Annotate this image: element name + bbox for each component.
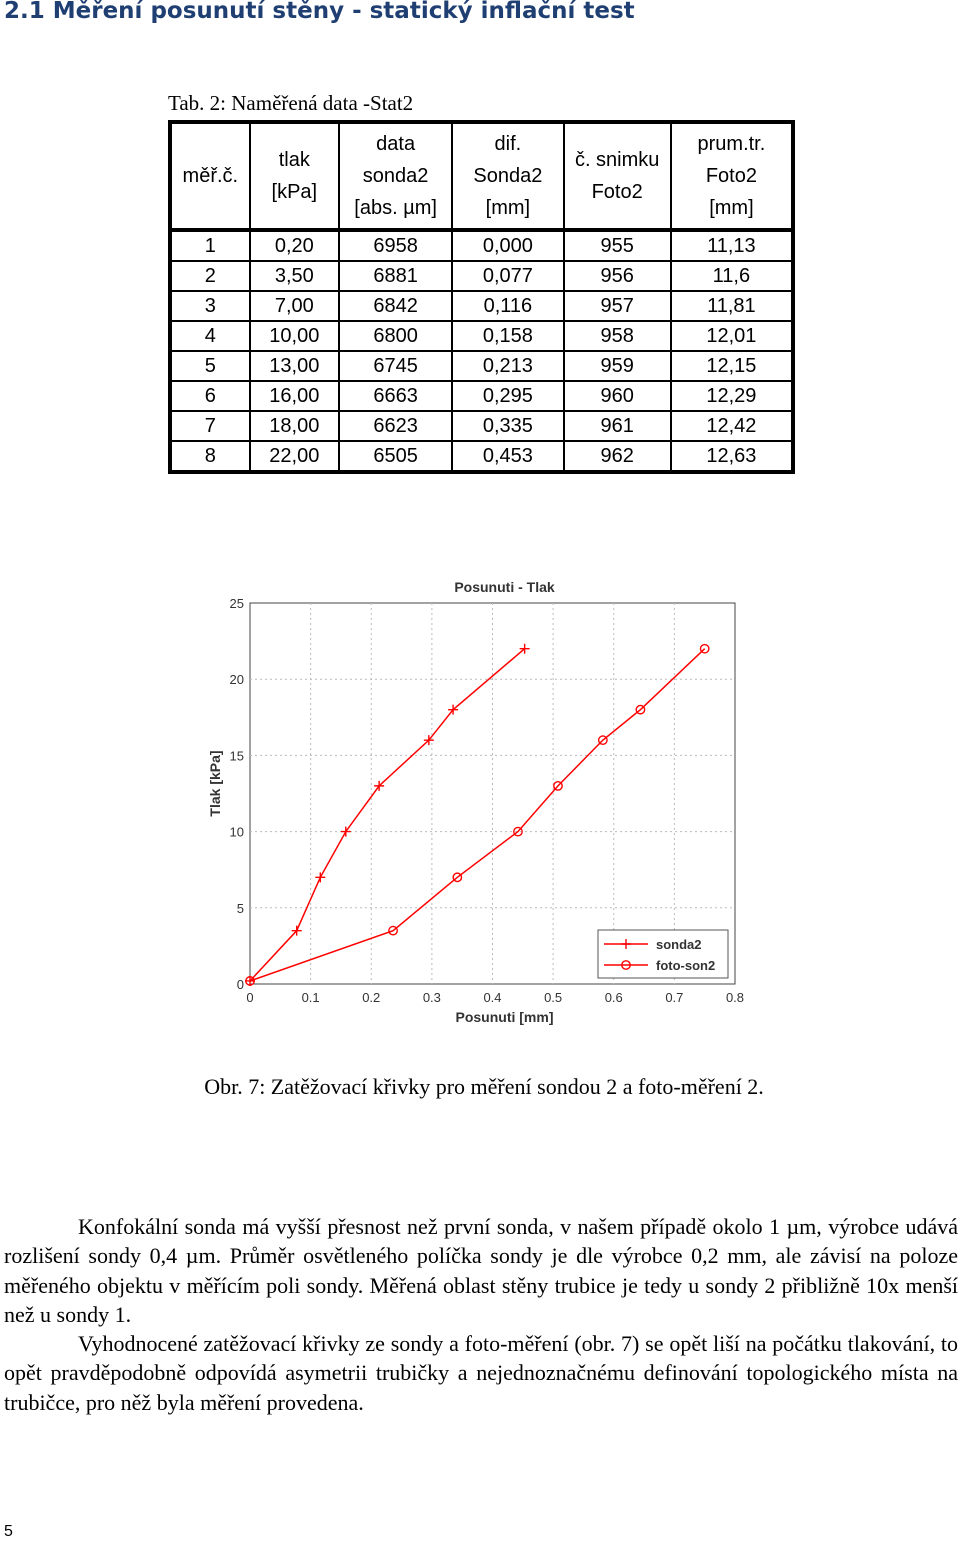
section-heading: 2.1 Měření posunutí stěny - statický inflační test — [4, 0, 635, 24]
chart — [200, 570, 760, 1030]
column-header — [452, 122, 563, 230]
table-cell: 957 — [564, 291, 671, 321]
column-header-line: tlak — [278, 149, 310, 171]
table-cell: 959 — [564, 351, 671, 381]
column-header-line: [mm] — [709, 197, 754, 219]
table-cell: 6623 — [339, 411, 452, 441]
x-tick-label: 0.5 — [544, 990, 563, 1005]
measurement-table — [168, 120, 795, 474]
page-number: 5 — [4, 1523, 13, 1540]
column-header-line: Foto2 — [591, 181, 643, 203]
table-cell: 12,63 — [671, 441, 793, 472]
table-caption: Tab. 2: Naměřená data -Stat2 — [168, 91, 414, 115]
legend-label: foto-son2 — [656, 958, 716, 973]
table-cell: 12,15 — [671, 351, 793, 381]
column-header-line: [kPa] — [271, 181, 318, 203]
table-cell: 961 — [564, 411, 671, 441]
legend-label: sonda2 — [656, 937, 702, 952]
column-header-line: data — [376, 133, 416, 155]
column-header-line: [abs. µm] — [354, 197, 437, 219]
table-cell: 18,00 — [250, 411, 339, 441]
y-tick-label: 10 — [229, 824, 244, 840]
table-cell: 6842 — [339, 291, 452, 321]
table-cell: 22,00 — [250, 441, 339, 472]
column-header — [170, 122, 250, 230]
table-row — [170, 261, 793, 291]
y-tick-label: 20 — [229, 672, 244, 688]
x-axis-label: Posunuti [mm] — [455, 1009, 554, 1025]
table-row — [170, 291, 793, 321]
x-tick-label: 0.1 — [301, 990, 320, 1005]
table-cell: 5 — [170, 351, 250, 381]
table-cell: 960 — [564, 381, 671, 411]
column-header — [250, 122, 339, 230]
y-tick-label: 15 — [229, 748, 244, 764]
table-cell: 10,00 — [250, 321, 339, 351]
paragraph-2 — [4, 1329, 958, 1417]
table-row — [170, 381, 793, 411]
column-header-line: [mm] — [485, 197, 531, 219]
x-tick-label: 0 — [246, 990, 254, 1005]
table-cell: 0,295 — [452, 381, 563, 411]
table-cell: 3,50 — [250, 261, 339, 291]
table-cell: 7 — [170, 411, 250, 441]
column-header-line: č. snimku — [574, 149, 660, 171]
table-cell: 12,42 — [671, 411, 793, 441]
table-cell: 0,158 — [452, 321, 563, 351]
table-cell: 6663 — [339, 381, 452, 411]
paragraph-1 — [4, 1212, 958, 1329]
table-cell: 0,335 — [452, 411, 563, 441]
x-tick-label: 0.8 — [725, 990, 745, 1005]
table-cell: 955 — [564, 230, 671, 261]
y-tick-label: 0 — [236, 977, 244, 992]
table-cell: 6800 — [339, 321, 452, 351]
y-axis-label: Tlak [kPa] — [207, 750, 223, 817]
table-cell: 0,116 — [452, 291, 563, 321]
table-cell: 8 — [170, 441, 250, 472]
table-cell: 11,6 — [671, 261, 793, 291]
x-tick-label: 0.2 — [362, 990, 381, 1005]
table-row — [170, 411, 793, 441]
figure-caption: Obr. 7: Zatěžovací křivky pro měření sondou 2 a foto-měření 2. — [204, 1074, 764, 1099]
x-tick-label: 0.7 — [665, 990, 684, 1005]
paragraph-1-text: Konfokální sonda má vyšší přesnost než první sonda, v našem případě okolo 1 µm, výrobce udává rozlišení sondy 0,4 µm. Průměr osvětleného políčka sondy je dle výrobce 0,2 mm, ale závisí na poloze měřeného objektu v měřícím poli sondy. Měřená oblast stěny trubice je tedy u sondy 2 přibližně 10x menší než u sondy 1. — [4, 1214, 958, 1327]
table-cell: 4 — [170, 321, 250, 351]
column-header-line: měř.č. — [182, 165, 239, 187]
table-row — [170, 351, 793, 381]
column-header-line: prum.tr. — [697, 133, 766, 155]
y-tick-label: 5 — [236, 900, 244, 916]
table-cell: 0,213 — [452, 351, 563, 381]
table-cell: 0,453 — [452, 441, 563, 472]
chart-svg — [200, 570, 760, 1030]
table-cell: 958 — [564, 321, 671, 351]
table-cell: 11,81 — [671, 291, 793, 321]
column-header — [564, 122, 671, 230]
table-cell: 956 — [564, 261, 671, 291]
table-cell: 13,00 — [250, 351, 339, 381]
table-cell: 11,13 — [671, 230, 793, 261]
table-cell: 6881 — [339, 261, 452, 291]
table-cell: 6505 — [339, 441, 452, 472]
table-row — [170, 230, 793, 261]
table-cell: 0,000 — [452, 230, 563, 261]
y-tick-label: 25 — [229, 596, 244, 611]
x-tick-label: 0.3 — [422, 990, 441, 1005]
table-cell: 1 — [170, 230, 250, 261]
table-cell: 6 — [170, 381, 250, 411]
table-cell: 12,29 — [671, 381, 793, 411]
table-cell: 2 — [170, 261, 250, 291]
column-header-line: Foto2 — [705, 165, 757, 187]
table-cell: 12,01 — [671, 321, 793, 351]
table-cell: 0,077 — [452, 261, 563, 291]
table-cell: 6958 — [339, 230, 452, 261]
table-cell: 7,00 — [250, 291, 339, 321]
column-header — [339, 122, 452, 230]
table-row — [170, 441, 793, 472]
paragraph-2-text: Vyhodnocené zatěžovací křivky ze sondy a foto-měření (obr. 7) se opět liší na počátku tlakování, to opět pravděpodobně odpovídá asymetrii trubičky a nejednoznačnému definování topologického místa na trubičce, pro něž byla měření provedena. — [4, 1331, 958, 1415]
chart-title: Posunuti - Tlak — [454, 579, 555, 595]
column-header-line: dif. — [494, 133, 522, 155]
table-cell: 6745 — [339, 351, 452, 381]
column-header-line: sonda2 — [362, 165, 429, 187]
table-row — [170, 321, 793, 351]
table-cell: 0,20 — [250, 230, 339, 261]
table-cell: 962 — [564, 441, 671, 472]
table-cell: 3 — [170, 291, 250, 321]
column-header-line: Sonda2 — [473, 165, 543, 187]
table-cell: 16,00 — [250, 381, 339, 411]
x-tick-label: 0.6 — [604, 990, 623, 1005]
column-header — [671, 122, 793, 230]
x-tick-label: 0.4 — [483, 990, 502, 1005]
